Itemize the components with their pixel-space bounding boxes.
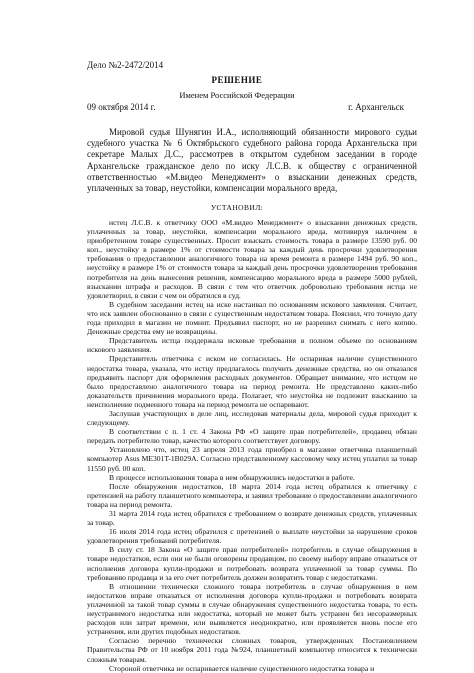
intro-paragraph: Мировой судья Шунягин И.А., исполняющий обязанности мирового судьи судебного участка № 6 Октябрьского судебного района города Архангельска при секретаре Малых Д.С., рассмотрев в открытом судебном заседании в городе Архангельске гражданское дело по иску Л.С.В. к обществу с ограниченной ответственностью «М.видео Менеджмент» о взыскании денежных средств, уплаченных за товар, неустойки, компенсации морального вреда,	[87, 127, 417, 194]
paragraph: Заслушав участвующих в деле лиц, исследовав материалы дела, мировой судья приходит к следующему.	[87, 408, 417, 428]
paragraph: В процессе использования товара в нем обнаружились недостатки в работе.	[109, 472, 355, 482]
paragraph: Представитель истца поддержала исковые требования в полном объеме по основаниям искового заявления.	[87, 336, 417, 355]
paragraph: В отношении технически сложного товара потребитель в случае обнаружения в нем недостатков вправе отказаться от исполнения договора купли-продажи и потребовать возврата уплаченной за такой товар суммы в случае обнаружения существенного недостатка товара, то есть неустранимого недостатка или недостатка, который не может быть устранен без несоразмерных расходов или затрат времени, или выявляется неоднократно, или проявляется вновь после его устранения, или других подобных недостатков.	[87, 581, 417, 637]
paragraph: 16 июля 2014 года истец обратился с претензией о выплате неустойки за нарушение сроков удовлетворения требований потребителя.	[87, 527, 417, 546]
paragraph: После обнаружения недостатков, 18 марта 2014 года истец обратился к ответчику с претензией на работу планшетного компьютера, и заявил требование о предоставлении аналогичного товара на период ремонта.	[87, 481, 417, 509]
paragraph: В соответствии с п. 1 ст. 4 Закона РФ «О защите прав потребителей», продавец обязан передать потребителю товар, качество которого соответствует договору.	[87, 427, 417, 446]
decision-city: г. Архангельск	[348, 102, 404, 112]
paragraph: В судебном заседании истец на иске настаивал по основаниям искового заявления. Считает, что иск заявлен обоснованно в связи с существенным недостатком товара. Пояснил, что точную дату года приходил в магазин не помнит. Предъявил паспорт, но не разрешил снимать с него копию. Денежные средства ему не возвращены.	[87, 299, 417, 337]
case-number: Дело №2-2472/2014	[87, 60, 164, 70]
paragraph: 31 марта 2014 года истец обратился с требованием о возврате денежных средств, уплаченных за товар.	[87, 509, 417, 528]
document-subtitle: Именем Российской Федерации	[179, 90, 295, 100]
paragraph: В силу ст. 18 Закона «О защите прав потребителей» потребитель в случае обнаружения в товаре недостатков, если они не были оговорены продавцом, по своему выбору вправе отказаться от исполнения договора купли-продажи и потребовать возврата уплаченной за товар суммы. По требованию продавца и за его счет потребитель должен возвратить товар с недостатками.	[87, 545, 417, 582]
document-title: РЕШЕНИЕ	[211, 75, 263, 85]
paragraph: Установлено что, истец 23 апреля 2013 года приобрел в магазине ответчика планшетный компьютер Asus ME301T-1B029A. Согласно представленному кассовому чеку истец уплатил за товар 11550 руб. 00 коп.	[87, 445, 417, 473]
paragraph: истец Л.С.В. к ответчику ООО «М.видео Менеджмент» о взыскании денежных средств, уплаченных за товар, неустойки, компенсации морального вреда, мотивируя наличием в приобретенном товаре существенных. Просит взыскать стоимость товара в размере 13590 руб. 00 коп., неустойку в размере 1% от стоимости товара за каждый день просрочки удовлетворения требования о предоставлении аналогичного товара на время ремонта в размере 1494 руб. 90 коп., неустойку в размере 1% от стоимости товара за каждый день просрочки удовлетворения требования потребителя на день вынесения решения, компенсацию морального вреда в размере 5000 рублей, взыскании штрафа и расходов. В связи с тем что ответчик добровольно требования истца не удовлетворил, в связи с чем он обратился в суд.	[87, 218, 417, 300]
established-heading: УСТАНОВИЛ:	[210, 203, 264, 212]
paragraph: Стороной ответчика не оспаривается наличие существенного недостатка товара и	[109, 663, 375, 673]
paragraph: Согласно перечню технически сложных товаров, утвержденных Постановлением Правительства РФ от 10 ноября 2011 года №924, планшетный компьютер относится к технически сложным товарам.	[87, 636, 417, 664]
decision-date: 09 октября 2014 г.	[87, 102, 156, 112]
paragraph: Представитель ответчика с иском не согласилась. Не оспаривая наличие существенного недостатка товара, указала, что истцу предлагалось получить денежные средства, но он отказался предъявить паспорт для оформления расходных документов. Обращает внимание, что истцом не было предоставлено аналогичного товара на период ремонта. Не представлено каких-либо доказательств причинения морального вреда. Полагает, что неустойка не подлежит взысканию за неисполнение подменного товара на период ремонта не оспаривают.	[87, 354, 417, 409]
body-text	[87, 218, 417, 673]
